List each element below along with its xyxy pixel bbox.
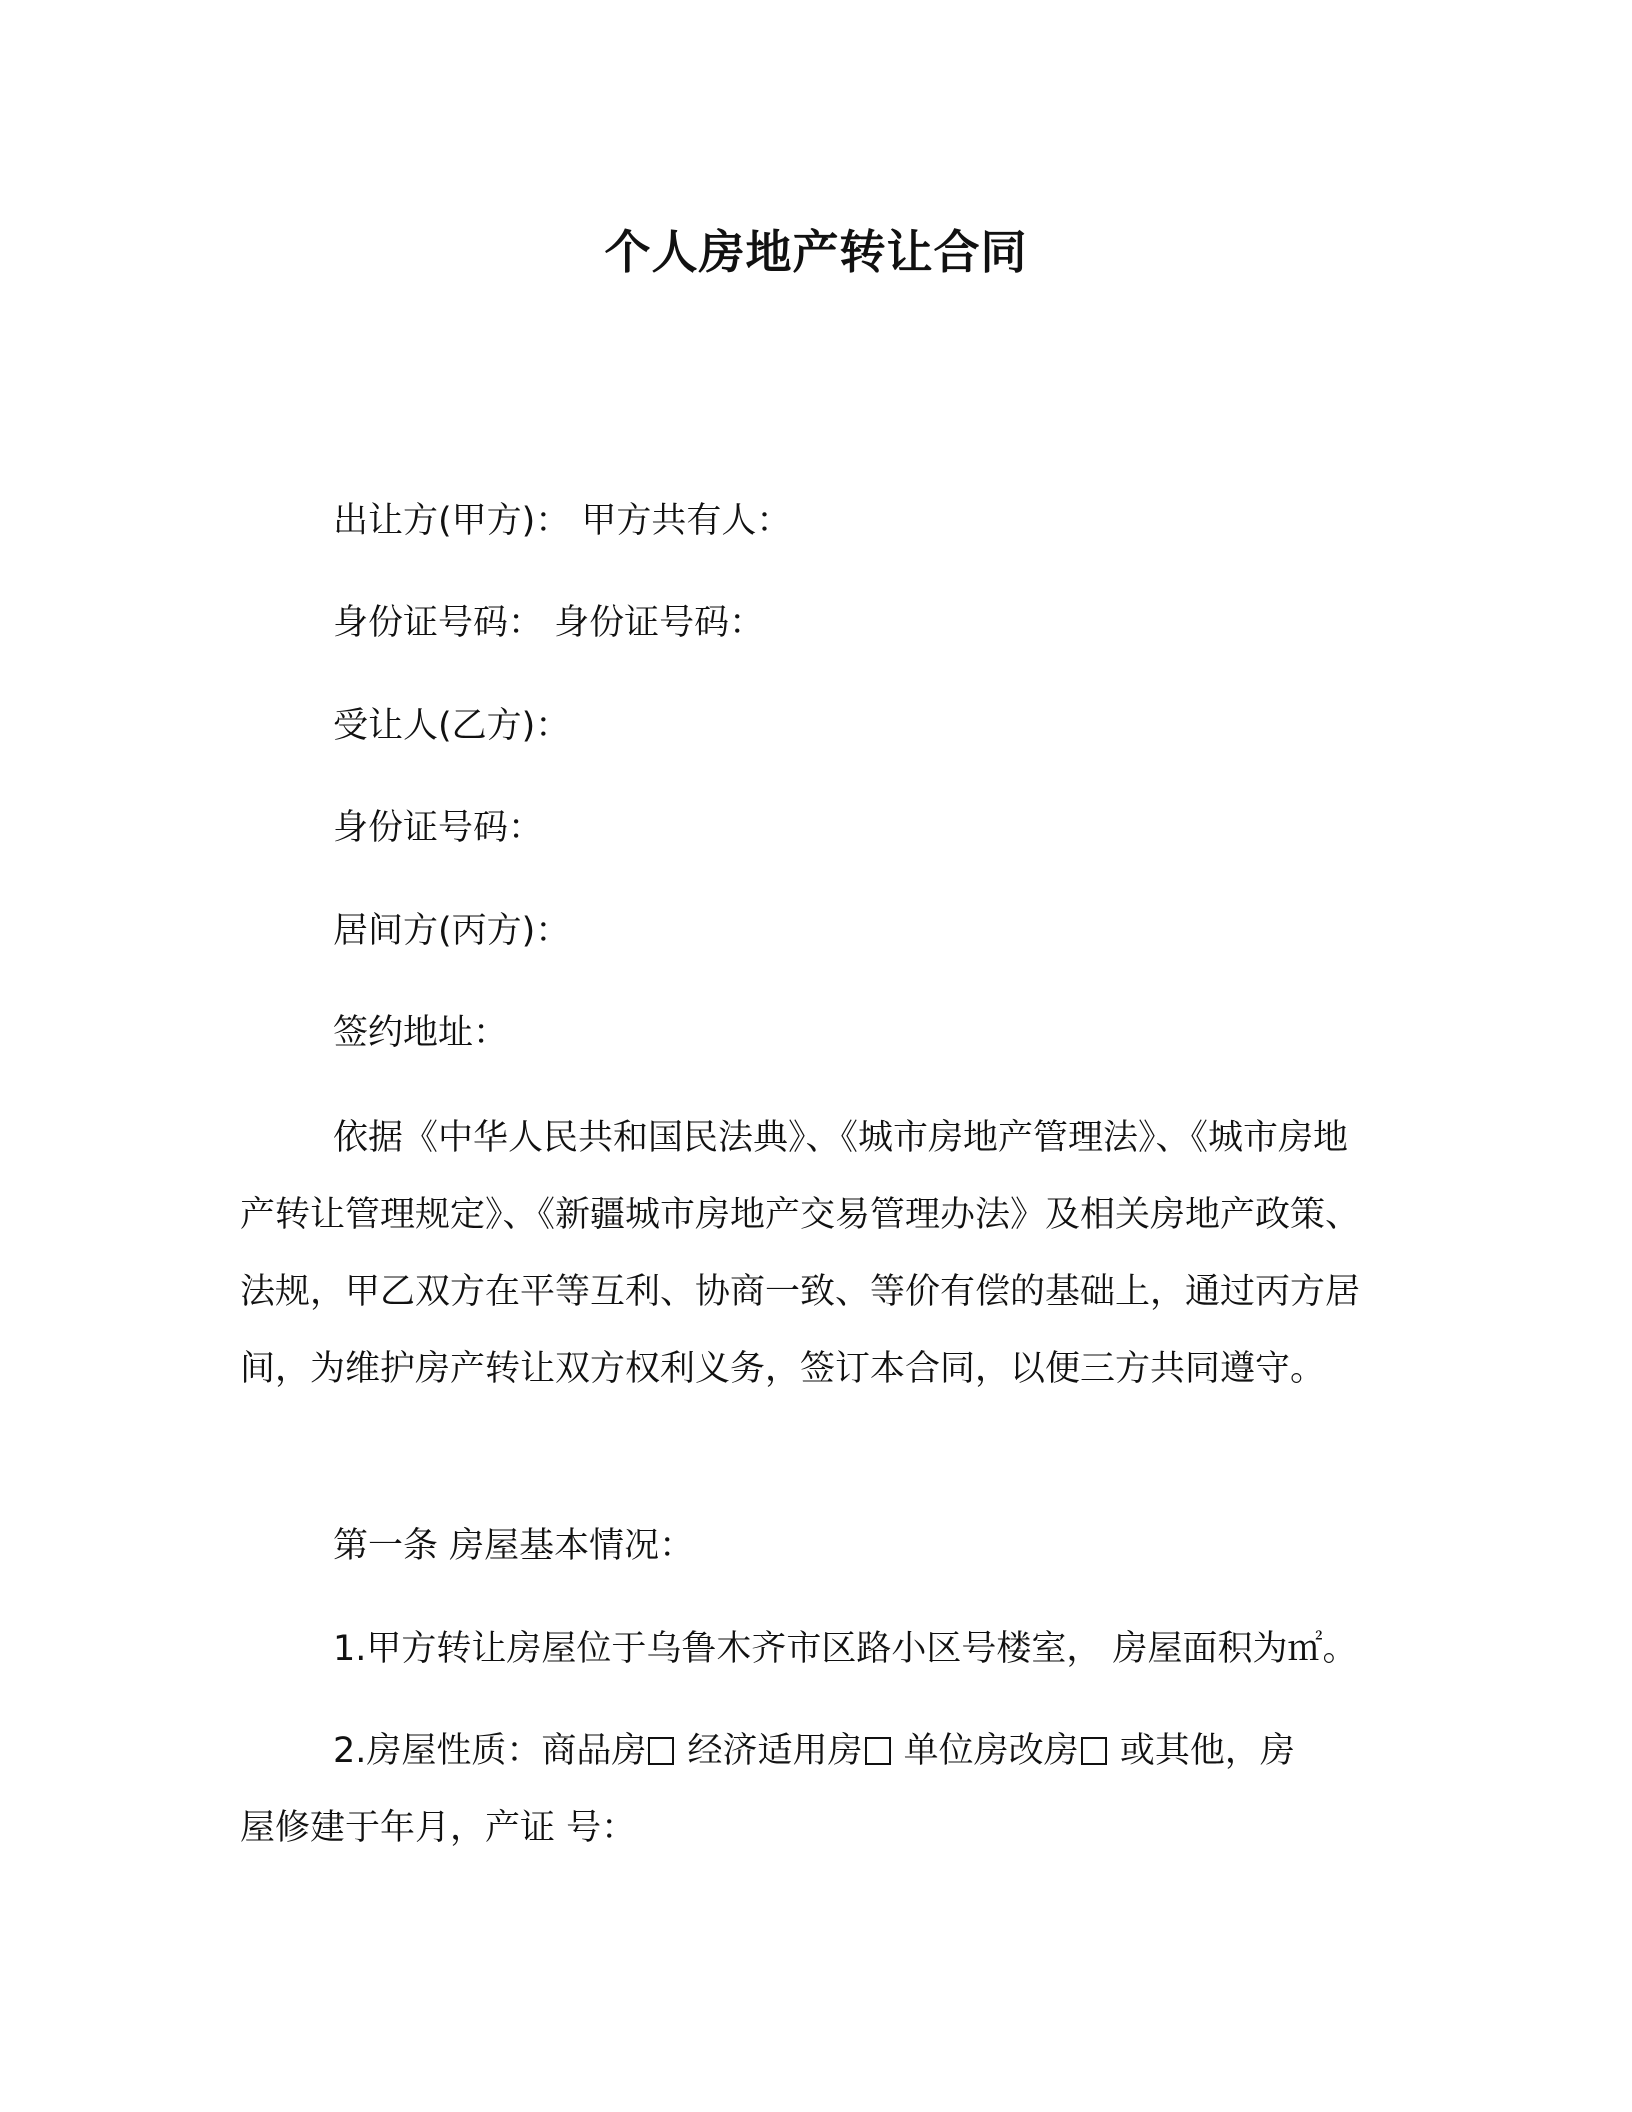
document-title: 个人房地产转让合同 [604,225,1028,279]
item2-option2: 经济适用房 [676,1731,863,1771]
affordable-housing-checkbox [865,1737,891,1765]
item2-suffix: 或其他，房 [1108,1731,1295,1771]
item2-option3: 单位房改房 [892,1731,1079,1771]
commercial-housing-checkbox [648,1737,674,1765]
article1-heading: 第一条 房屋基本情况： [333,1526,695,1566]
transferor-field: 出让方(甲方)： 甲方共有人： [333,501,792,541]
transferee-id-field: 身份证号码： [333,808,544,848]
article1-item2 [333,1727,1295,1775]
signing-address-field: 签约地址： [333,1013,509,1053]
transferee-field: 受让人(乙方)： [333,706,571,746]
article1-item2-continuation: 屋修建于年月，产证 号： [240,1808,637,1848]
id-number-field: 身份证号码： 身份证号码： [333,603,765,643]
article1-item1: 1.甲方转让房屋位于乌鲁木齐市区路小区号楼室， 房屋面积为㎡。 [333,1629,1358,1669]
unit-reform-housing-checkbox [1081,1737,1107,1765]
item2-prefix: 2.房屋性质：商品房 [333,1731,647,1771]
intermediary-field: 居间方(丙方)： [333,911,571,951]
preamble-paragraph: 依据《中华人民共和国民法典》、《城市房地产管理法》、《城市房地产转让管理规定》、《新疆城市房地产交易管理办法》及相关房地产政策、法规，甲乙双方在平等互利、协商一致、等价有偿的基础上，通过丙方居间，为维护房产转让双方权利义务，签订本合同，以便三方共同遵守。 [240,1118,1361,1389]
